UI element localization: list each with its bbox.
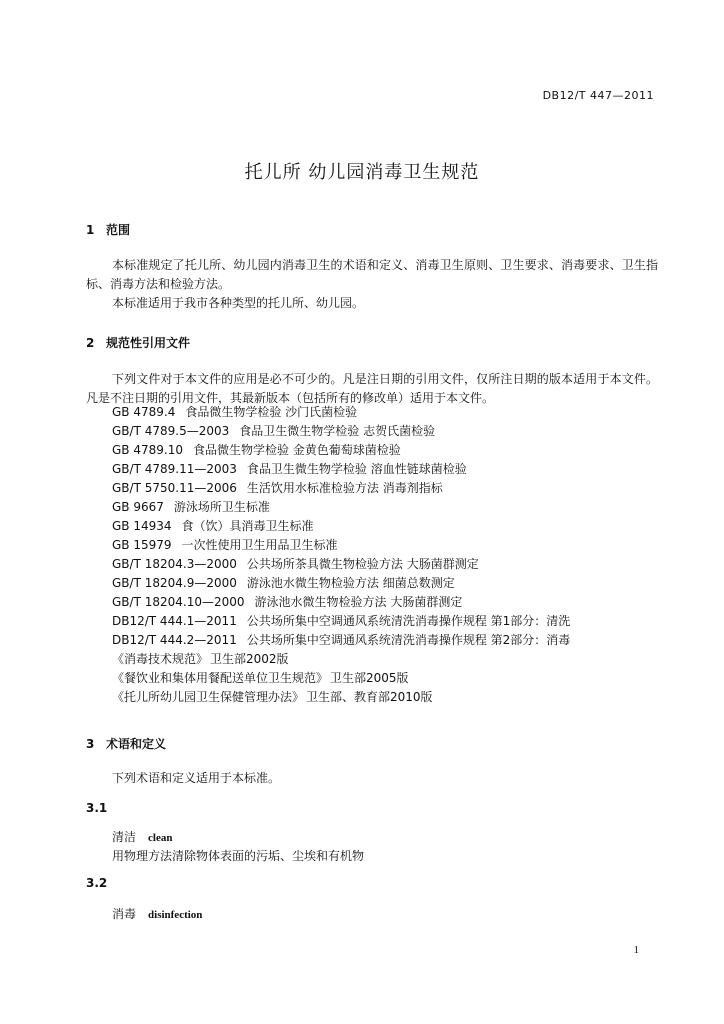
page-number: 1 [633,944,639,956]
term-3-1-english: clean [148,832,173,844]
reference-code: GB 15979 [112,538,172,552]
reference-title: 公共场所集中空调通风系统清洗消毒操作规程 第1部分：清洗 [246,614,571,628]
reference-title: 食品微生物学检验 沙门氏菌检验 [185,405,358,419]
reference-item [112,460,570,479]
reference-title: 食品卫生微生物学检验 溶血性链球菌检验 [246,462,467,476]
reference-code: DB12/T 444.2—2011 [112,633,237,647]
section-1-number: 1 [86,223,95,237]
term-3-2-english: disinfection [148,909,203,921]
reference-title: 公共场所茶具微生物检验方法 大肠菌群测定 [246,557,479,571]
reference-code: GB 4789.10 [112,443,183,457]
reference-item [112,650,570,669]
subsection-3-2-number: 3.2 [86,876,108,890]
section-3-intro: 下列术语和定义适用于本标准。 [112,771,281,785]
section-1-paragraph-2: 本标准适用于我市各种类型的托儿所、幼儿园。 [112,296,365,310]
term-3-2 [112,905,202,922]
subsection-3-1-number: 3.1 [86,801,108,815]
reference-item [112,612,570,631]
reference-item [112,517,570,536]
reference-title: 一次性使用卫生用品卫生标准 [181,538,338,552]
reference-item [112,498,570,517]
section-3-title: 术语和定义 [106,737,167,751]
term-3-1 [112,828,172,845]
reference-title: 生活饮用水标准检验方法 消毒剂指标 [246,481,443,495]
reference-item [112,593,570,612]
document-title: 托儿所 幼儿园消毒卫生规范 [244,162,480,183]
reference-item [112,479,570,498]
reference-title: 食品微生物学检验 金黄色葡萄球菌检验 [192,443,401,457]
reference-code: GB/T 18204.3—2000 [112,557,237,571]
term-3-1-definition: 用物理方法清除物体表面的污垢、尘埃和有机物 [112,849,365,863]
document-code: DB12/T 447—2011 [542,89,654,102]
section-2-number: 2 [86,336,95,350]
reference-list [112,403,570,707]
reference-item [112,574,570,593]
reference-title: 公共场所集中空调通风系统清洗消毒操作规程 第2部分：消毒 [246,633,571,647]
section-2-intro: 下列文件对于本文件的应用是必不可少的。凡是注日期的引用文件，仅所注日期的版本适用于本文件。凡是不注日期的引用文件，其最新版本（包括所有的修改单）适用于本文件。 [86,372,658,405]
reference-title: 卫生部2005版 [330,671,409,685]
reference-code: GB/T 4789.5—2003 [112,424,230,438]
reference-item [112,555,570,574]
section-1-heading [86,221,130,238]
reference-item [112,631,570,650]
reference-code: DB12/T 444.1—2011 [112,614,237,628]
reference-code: 《托儿所幼儿园卫生保健管理办法》 [112,690,305,704]
reference-code: GB 4789.4 [112,405,176,419]
reference-title: 卫生部、教育部2010版 [306,690,433,704]
reference-title: 食品卫生微生物学检验 志贺氏菌检验 [239,424,436,438]
term-3-2-chinese: 消毒 [112,907,137,921]
reference-title: 游泳场所卫生标准 [173,500,270,514]
reference-code: GB 14934 [112,519,172,533]
reference-code: 《餐饮业和集体用餐配送单位卫生规范》 [112,671,329,685]
reference-code: 《消毒技术规范》 [112,652,209,666]
section-3-heading [86,735,166,752]
reference-title: 游泳池水微生物检验方法 细菌总数测定 [246,576,455,590]
reference-title: 游泳池水微生物检验方法 大肠菌群测定 [254,595,463,609]
reference-code: GB 9667 [112,500,164,514]
reference-item [112,441,570,460]
section-2-heading [86,334,190,351]
reference-code: GB/T 18204.10—2000 [112,595,245,609]
term-3-1-chinese: 清洁 [112,830,137,844]
reference-code: GB/T 4789.11—2003 [112,462,237,476]
reference-item [112,403,570,422]
section-1-paragraph-1: 本标准规定了托儿所、幼儿园内消毒卫生的术语和定义、消毒卫生原则、卫生要求、消毒要求、卫生指标、消毒方法和检验方法。 [86,258,658,291]
reference-code: GB/T 18204.9—2000 [112,576,237,590]
section-2-title: 规范性引用文件 [106,336,191,350]
section-3-number: 3 [86,737,95,751]
section-1-title: 范围 [106,223,131,237]
reference-item [112,422,570,441]
reference-item [112,688,570,707]
reference-code: GB/T 5750.11—2006 [112,481,237,495]
reference-item [112,536,570,555]
reference-title: 卫生部2002版 [210,652,289,666]
reference-title: 食（饮）具消毒卫生标准 [181,519,314,533]
reference-item [112,669,570,688]
